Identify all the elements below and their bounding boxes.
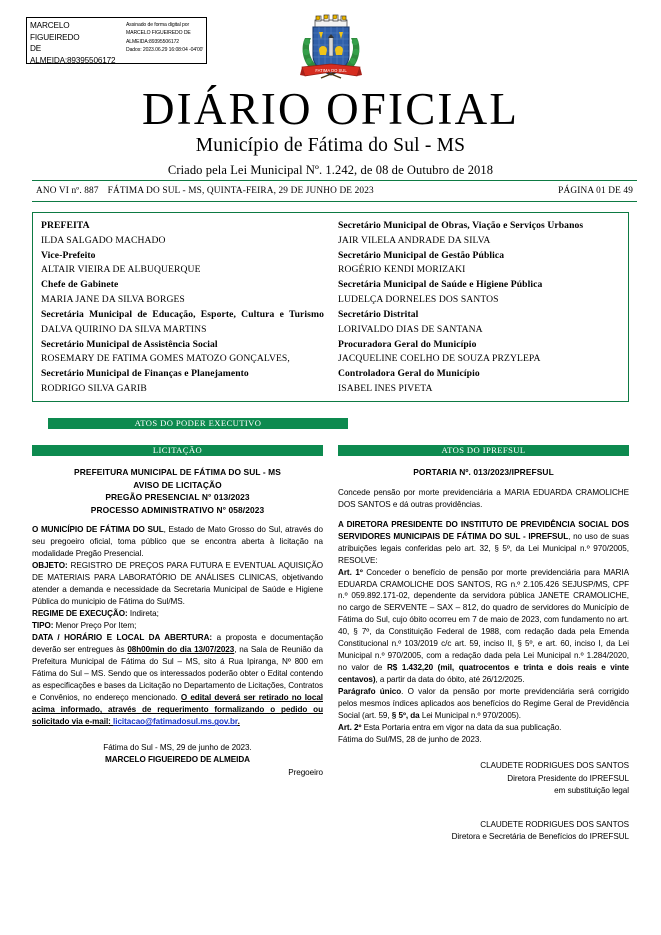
official-name: LORIVALDO DIAS DE SANTANA — [338, 323, 483, 335]
licitacao-sign-role: Pregoeiro — [288, 767, 323, 777]
official-name: ROGÉRIO KENDI MORIZAKI — [338, 264, 466, 276]
licitacao-objeto-paragraph — [32, 560, 323, 608]
regime-label: REGIME DE EXECUÇÃO: — [32, 609, 128, 619]
licitacao-intro-paragraph — [32, 524, 323, 560]
email-tail: . — [237, 717, 240, 727]
official-role: Secretário Municipal de Gestão Pública — [338, 249, 505, 261]
portaria-ementa: Concede pensão por morte previdenciária a MARIA EDUARDA CRAMOLICHE DOS SANTOS e dá outras providências. — [338, 487, 629, 509]
portaria-paragrafo-unico — [338, 686, 629, 722]
edital-retirada-highlight: O edital deverá ser retirado no local acima informado, através de requerimento formalizando o pedido ou solicitado via e-mail: — [32, 693, 323, 727]
licitacao-data-paragraph — [32, 632, 323, 728]
portaria-preamble-bold: A DIRETORA PRESIDENTE DO INSTITUTO DE PREVIDÊNCIA SOCIAL DOS SERVIDORES MUNICIPAIS DE FÁTIMA DO SUL - IPREFSUL — [338, 519, 629, 541]
licitacao-email-link[interactable]: licitacao@fatimadosul.ms.gov.br — [113, 717, 238, 727]
licitacao-intro-rest: , Estado de Mato Grosso do Sul, através do seu pregoeiro oficial, toma público que se encontra aberta à licitação na modalidade Pregão Presencial. — [32, 525, 323, 559]
edition-year-number: ANO VI nº. 887 — [36, 186, 99, 196]
signature-flourish-icon: ∫ — [118, 24, 127, 57]
signature-name-line-2: DE — [30, 44, 42, 54]
portaria-preamble — [338, 519, 629, 567]
data-label: DATA / HORÁRIO E LOCAL DA ABERTURA: — [32, 633, 213, 643]
column-iprefsul — [338, 466, 629, 843]
masthead-law-reference: Criado pela Lei Municipal Nº. 1.242, de 08 de Outubro de 2018 — [167, 162, 494, 177]
official-role: Secretário Distrital — [338, 308, 419, 320]
official-role: PREFEITA — [41, 220, 90, 231]
art1-label: Art. 1º — [338, 567, 363, 577]
official-name: JACQUELINE COELHO DE SOUZA PRZYLEPA — [338, 353, 541, 365]
official-name: ISABEL INES PIVETA — [338, 382, 433, 394]
officials-box — [32, 212, 629, 402]
section-bar-atos-iprefsul: ATOS DO IPREFSUL — [338, 445, 629, 456]
signature-name-line-1: MARCELO FIGUEIREDO — [30, 21, 80, 42]
portaria-sign1-role-1: Diretora Presidente do IPREFSUL — [507, 773, 629, 783]
official-role: Secretária Municipal de Educação, Esporte, Cultura e Turismo — [41, 308, 324, 320]
signature-detail-line-2: MARCELO FIGUEIREDO DE — [126, 30, 191, 37]
licitacao-tipo-paragraph — [32, 620, 323, 632]
officials-column-right — [332, 213, 628, 401]
signature-name-line-3: ALMEIDA:89395506172 — [30, 55, 116, 64]
licitacao-heading-line-3: PREGÃO PRESENCIAL N° 013/2023 — [105, 492, 250, 503]
paragrafo-unico-text: . O valor da pensão por morte previdenciária será corrigido pelos mesmos índices aplicados aos benefícios do Regime Geral de Previdência Social (art. 59, — [338, 687, 630, 721]
edition-bar — [32, 180, 637, 202]
official-role: Controladora Geral do Município — [338, 368, 480, 380]
tipo-label: TIPO: — [32, 621, 54, 631]
official-name: ILDA SALGADO MACHADO — [41, 234, 166, 246]
coat-of-arms-icon — [299, 12, 363, 86]
column-licitacao — [32, 466, 323, 779]
data-abertura-highlight: 08h00min do dia 13/07/2023 — [127, 645, 235, 655]
officials-column-left — [33, 213, 332, 401]
portaria-local-date: Fátima do Sul/MS, 28 de junho de 2023. — [338, 735, 482, 745]
paragrafo-unico-label: Parágrafo único — [338, 687, 402, 697]
signature-detail-line-1: Assinado de forma digital por — [126, 22, 190, 28]
official-name: RODRIGO SILVA GARIB — [41, 382, 147, 394]
paragrafo-unico-tail: Lei Municipal n.º 970/2005). — [419, 711, 521, 721]
masthead-subtitle: Município de Fátima do Sul - MS — [195, 134, 466, 156]
section-bar-licitacao: LICITAÇÃO — [32, 445, 323, 456]
signature-detail-line-4: Dados: 2023.06.29 16:08:04 -04'00' — [126, 46, 204, 53]
signature-name-block — [27, 18, 122, 63]
licitacao-signature-block — [32, 742, 323, 779]
official-name: ROSEMARY DE FATIMA GOMES MATOZO GONÇALVES, — [41, 353, 290, 365]
official-role: Procuradora Geral do Município — [338, 338, 477, 350]
portaria-sign2-name: CLAUDETE RODRIGUES DOS SANTOS — [480, 819, 629, 829]
official-name: DALVA QUIRINO DA SILVA MARTINS — [41, 323, 207, 335]
portaria-sign1-name: CLAUDETE RODRIGUES DOS SANTOS — [480, 761, 629, 771]
licitacao-heading-line-2: AVISO DE LICITAÇÃO — [133, 479, 222, 490]
svg-text:FATIMA DO SUL: FATIMA DO SUL — [315, 68, 347, 73]
portaria-sign1-role-2: em substituição legal — [554, 785, 629, 795]
portaria-sign2-role: Diretora e Secretária de Benefícios do IPREFSUL — [451, 832, 629, 842]
licitacao-heading-line-4: PROCESSO ADMINISTRATIVO N° 058/2023 — [90, 504, 265, 515]
licitacao-heading-line-1: PREFEITURA MUNICIPAL DE FÁTIMA DO SUL - MS — [74, 467, 281, 477]
official-role: Secretário Municipal de Obras, Viação e Serviços Urbanos — [338, 220, 584, 231]
portaria-signature-block-1 — [338, 760, 629, 797]
official-name: ALTAIR VIEIRA DE ALBUQUERQUE — [41, 264, 201, 276]
official-name: LUDELÇA DORNELES DOS SANTOS — [338, 293, 499, 305]
regime-text: Indireta; — [127, 609, 159, 619]
edition-place-date: FÁTIMA DO SUL - MS, QUINTA-FEIRA, 29 DE JUNHO DE 2023 — [107, 186, 374, 196]
official-name: JAIR VILELA ANDRADE DA SILVA — [338, 234, 491, 246]
licitacao-heading — [32, 466, 323, 516]
portaria-signature-block-2 — [338, 819, 629, 843]
art2-label: Art. 2º — [338, 723, 362, 733]
edition-page-number: PÁGINA 01 DE 49 — [558, 186, 633, 196]
official-role: Chefe de Gabinete — [41, 279, 119, 291]
portaria-art1 — [338, 567, 629, 687]
portaria-heading: PORTARIA Nº. 013/2023/IPREFSUL — [413, 467, 554, 477]
art1-pension-value: R$ 1.432,20 (mil, quatrocentos e trinta e dois reais e vinte centavos) — [338, 663, 629, 685]
signature-detail-line-3: ALMEIDA:89395506172 — [126, 38, 180, 45]
art1-text: Conceder o benefício de pensão por morte previdenciária para MARIA EDUARDA CRAMOLICHE DOS SANTOS, RG n.º 2.105.426 SEJUSP/MS, CPF n.º 059.892.171-02, dependente da servidora pública JANETE CRAMOLICHE, no cargo de SERVENTE – SAX – 812, do quadro de servidores do Município de Fátima do Sul, cujo óbito ocorreu em 7 de maio de 2023, com fundamento no art. 40, § 7º, da Constituição Federal de 1988, com redação dada pela Emenda Constitucional n.º 103/2019 c/c art. 59, inciso II, § 5º, e art. 60, inciso I, da Lei Municipal n.º 970/2005, com a redação dada pela Lei Municipal n.º 1.284/2020, no valor de — [338, 567, 630, 673]
paragrafo-unico-bold-ref: § 5º, da — [391, 711, 420, 721]
digital-signature-stamp — [26, 17, 207, 64]
signature-detail-block — [118, 18, 206, 63]
page-title: DIÁRIO OFICIAL — [141, 84, 520, 134]
objeto-label: OBJETO: — [32, 561, 68, 571]
official-role: Secretária Municipal de Saúde e Higiene Pública — [338, 279, 543, 291]
licitacao-regime-paragraph — [32, 608, 323, 620]
official-role: Secretário Municipal de Assistência Social — [41, 338, 218, 350]
licitacao-intro-bold: O MUNICÍPIO DE FÁTIMA DO SUL — [32, 525, 164, 535]
official-role: Secretário Municipal de Finanças e Planejamento — [41, 368, 249, 380]
licitacao-sign-date: Fátima do Sul - MS, 29 de junho de 2023. — [103, 743, 252, 753]
official-name: MARIA JANE DA SILVA BORGES — [41, 293, 185, 305]
portaria-preamble-rest: , no uso de suas atribuições legais conferidas pelo art. 32, § 5º, da Lei Municipal n.º 970/2005, RESOLVE: — [338, 531, 629, 565]
edition-info — [36, 186, 374, 196]
section-bar-atos-poder-executivo: ATOS DO PODER EXECUTIVO — [48, 418, 348, 429]
masthead — [0, 86, 661, 178]
data-text-1: a proposta e documentação deverão ser entregues às — [32, 633, 324, 655]
official-role: Vice-Prefeito — [41, 249, 96, 261]
objeto-text: REGISTRO DE PREÇOS PARA FUTURA E EVENTUAL AQUISIÇÃO DE MATERIAIS PARA LABORATÓRIO DE ANÁLISES CLINICAS, objetivando atender a demanda e necessidade da Secretaria Municipal de Saúde e Higiene Pública do municipio de Fátima do Sul/MS. — [32, 561, 323, 607]
art2-text: Esta Portaria entra em vigor na data da sua publicação. — [361, 723, 562, 733]
tipo-text: Menor Preço Por Item; — [53, 621, 137, 631]
data-text-2: , na Sala de Reunião da Prefeitura Municipal de Fátima do Sul – MS, sito á Rua Ipiranga, Nº 800 em Fátima do Sul – MS. Sendo que os interessados poderão obter o Edital contendo as especificações e bases da Licitação no Departamento de Licitações, Contratos e Convênios, no endereço mencionado. — [32, 645, 323, 703]
art1-tail: , a partir da data do óbito, até 26/12/2025. — [375, 675, 525, 685]
portaria-art2 — [338, 722, 629, 734]
licitacao-sign-name: MARCELO FIGUEIREDO DE ALMEIDA — [105, 755, 250, 765]
